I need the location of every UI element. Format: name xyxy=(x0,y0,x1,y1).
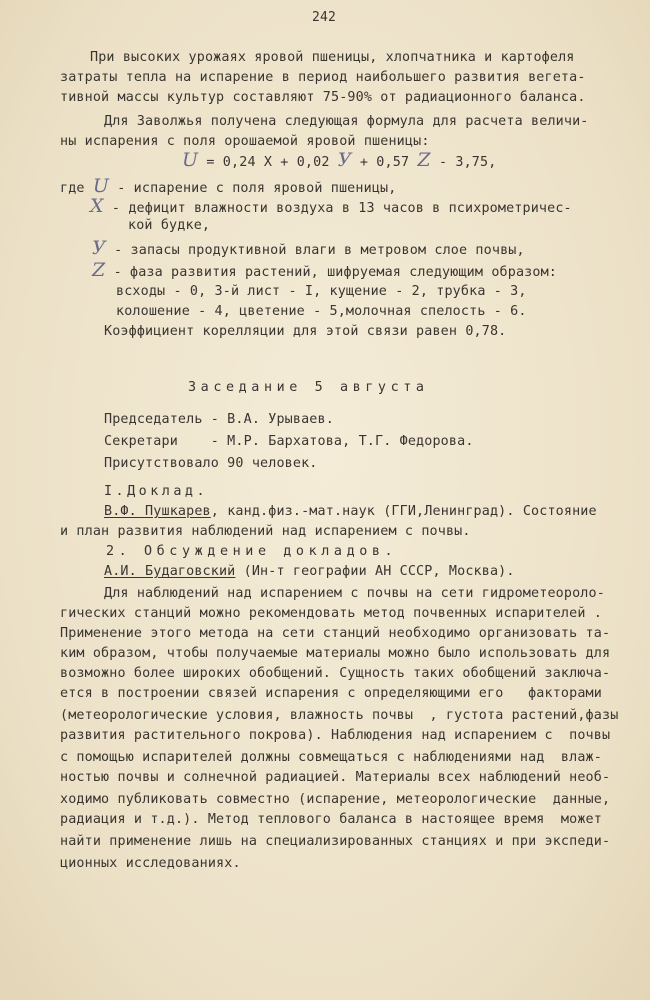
discussion-line: радиация и т.д.). Метод теплового баланса в настоящее время может xyxy=(60,812,602,827)
item2-title: 2. Обсуждение докладов. xyxy=(106,544,398,559)
discussion-line: Для наблюдений над испарением с почвы на сети гидрометеороло- xyxy=(104,586,605,601)
para1-line: тивной массы культур составляют 75-90% от радиационного баланса. xyxy=(60,90,586,105)
discussion-line: развития растительного покрова). Наблюдения над испарением с почвы xyxy=(60,728,611,743)
symbol-z: Z xyxy=(417,149,431,171)
definition-row: всходы - 0, 3-й лист - I, кущение - 2, трубка - 3, xyxy=(116,284,527,299)
discussion-line: ется в построении связей испарения с определяющими его факторами xyxy=(60,686,602,701)
speaker1-line: и план развития наблюдений над испарением с почвы. xyxy=(60,524,471,539)
para2-line: Для Заволжья получена следующая формула для расчета величи- xyxy=(104,114,589,129)
speaker1-line xyxy=(104,504,597,520)
chair-line: Председатель - В.А. Урываев. xyxy=(104,412,334,427)
definition-prefix: где xyxy=(60,181,85,196)
definition-row xyxy=(92,259,558,281)
definition-row: колошение - 4, цветение - 5,молочная спелость - 6. xyxy=(116,304,527,319)
formula-text: + 0,57 xyxy=(351,155,418,170)
speaker2-line xyxy=(104,564,515,580)
para2-line: ны испарения с поля орошаемой яровой пшеницы: xyxy=(60,134,430,149)
discussion-line: Применение этого метода на сети станций необходимо организовать та- xyxy=(60,626,611,641)
speaker1-affiliation: , канд.физ.-мат.наук (ГГИ,Ленинград). Состояние xyxy=(210,504,597,519)
speaker2-name: А.И. Будаговский xyxy=(104,564,236,579)
discussion-line: найти применение лишь на специализированных станциях и при экспеди- xyxy=(60,834,611,849)
discussion-line: ходимо публиковать совместно (испарение, метеорологические данные, xyxy=(60,792,611,807)
definition-row: кой будке, xyxy=(128,218,211,233)
definition-row xyxy=(90,195,572,217)
definition-symbol: Z xyxy=(92,259,106,281)
para1-line: При высоких урожаях яровой пшеницы, хлопчатника и картофеля xyxy=(90,50,575,65)
definition-symbol: U xyxy=(92,175,110,197)
speaker2-affiliation: (Ин-т географии АН СССР, Москва). xyxy=(235,564,515,579)
page-number: 242 xyxy=(312,10,336,25)
speaker1-name: В.Ф. Пушкарев xyxy=(104,504,211,519)
discussion-line: с помощью испарителей должны совмещаться с наблюдениями над влаж- xyxy=(60,750,602,765)
definition-text: - испарение с поля яровой пшеницы, xyxy=(117,181,397,196)
definition-text: - запасы продуктивной влаги в метровом слое почвы, xyxy=(114,243,525,258)
formula xyxy=(182,149,497,171)
secretaries-line: Секретари - М.Р. Бархатова, Т.Г. Федорова. xyxy=(104,434,474,449)
definition-symbol: X xyxy=(90,195,104,217)
symbol-u: U xyxy=(182,149,199,171)
discussion-line: ким образом, чтобы получаемые материалы можно было использовать для xyxy=(60,646,611,661)
discussion-line: возможно более широких обобщений. Сущность таких обобщений заключа- xyxy=(60,666,611,681)
para1-line: затраты тепла на испарение в период наибольшего развития вегета- xyxy=(60,70,586,85)
correlation-line: Коэффициент корелляции для этой связи равен 0,78. xyxy=(104,324,507,339)
discussion-line: (метеорологические условия, влажность почвы , густота растений,фазы xyxy=(60,708,619,723)
attendance-line: Присутствовало 90 человек. xyxy=(104,456,318,471)
discussion-line: гических станций можно рекомендовать метод почвенных испарителей . xyxy=(60,606,602,621)
discussion-line: ностью почвы и солнечной радиацией. Материалы всех наблюдений необ- xyxy=(60,770,611,785)
symbol-y: У xyxy=(337,149,352,171)
definition-text: - фаза развития растений, шифруемая следующим образом: xyxy=(113,265,558,280)
formula-text: = 0,24 X + 0,02 xyxy=(198,155,338,170)
discussion-line: ционных исследованиях. xyxy=(60,856,241,871)
definition-row xyxy=(60,175,397,197)
definition-row xyxy=(92,237,525,259)
item1-title: I.Доклад. xyxy=(104,484,209,499)
formula-text: - 3,75, xyxy=(430,155,497,170)
session-title: Заседание 5 августа xyxy=(188,380,429,395)
definition-text: - дефицит влажности воздуха в 13 часов в психрометричес- xyxy=(111,201,572,216)
definition-symbol: У xyxy=(92,237,106,259)
